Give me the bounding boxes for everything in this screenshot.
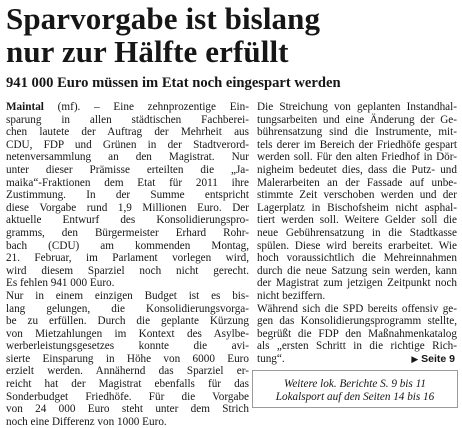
body-line: werberleistungsgesetzes konnte die avi- <box>6 340 249 353</box>
left-column <box>6 101 249 428</box>
body-line: bührensatzung sind die Instrumente, mit- <box>257 126 457 139</box>
body-line: unter dieser Prämisse erteilten die „Ja- <box>6 163 249 176</box>
body-line: sierte Einsparung in Höhe von 6000 Euro <box>6 352 249 365</box>
body-line: wird diesem Sparziel noch nicht gerecht. <box>6 264 249 277</box>
body-line: bach (CDU) am kommenden Montag, <box>6 239 249 252</box>
body-line: Die Streichung von geplanten Instandhal- <box>257 101 457 113</box>
body-line: tels derer im Bereich der Friedhöfe gespart <box>257 138 457 151</box>
body-line: Malerarbeiten an der Fassade auf unbe- <box>257 176 457 189</box>
body-line: hoch voraussichtlich die Mehreinnahmen <box>257 252 457 265</box>
article-subheadline: 941 000 Euro müssen im Etat noch eingespart werden <box>6 75 341 91</box>
info-box-line-1: Weitere lok. Berichte S. 9 bis 11 <box>284 378 426 390</box>
headline-line-1: Sparvorgabe ist bislang <box>6 1 321 36</box>
body-line: gramms, den Bürgermeister Erhard Rohr- <box>6 226 249 239</box>
body-line: Zustimmung. In der Summe entspricht <box>6 189 249 202</box>
body-line: spülen. Diese wird bereits erarbeitet. Wie <box>257 239 457 252</box>
body-line: begrüßt die FDP den Maßnahmenkatalog <box>257 327 457 340</box>
body-line: tiert werden soll. Weitere Gelder soll die <box>257 214 457 227</box>
body-line-last <box>257 353 457 366</box>
body-line: gen das Konsolidierungsprogramm stellte, <box>257 315 457 328</box>
headline-line-2: nur zur Hälfte erfüllt <box>6 34 289 69</box>
body-line: Lagerplatz in Bischofsheim nicht asphal- <box>257 201 457 214</box>
body-line: Sonderbudget Friedhöfe. Für die Vorgabe <box>6 390 249 403</box>
body-line: aktuelle Entwurf des Konsolidierungspro- <box>6 214 249 227</box>
body-line <box>6 101 249 114</box>
body-line: lang gelungen, die Konsolidierungsvorga- <box>6 302 249 315</box>
body-line: von Mietzahlungen im Kontext des Asylbe- <box>6 327 249 340</box>
body-line-text: tung“. <box>257 352 285 365</box>
info-box <box>252 370 458 408</box>
article-headline <box>6 2 446 68</box>
body-line: be zu erfüllen. Durch die geplante Kürzung <box>6 315 249 328</box>
body-line: Nur in einem einzigen Budget ist es bis- <box>6 289 249 302</box>
body-line: reicht hat der Magistrat ebenfalls für das <box>6 378 249 391</box>
body-line: nicht beziffern. <box>257 289 326 302</box>
body-line: CDU, FDP und Grünen in der Stadtverord- <box>6 138 249 151</box>
info-box-line-2: Lokalsport auf den Seiten 14 bis 16 <box>275 391 435 403</box>
body-line: durch die neue Satzung sein werden, kann <box>257 264 457 277</box>
arrow-right-icon: ▶ <box>411 354 419 365</box>
body-line: sparung in allen städtischen Fachberei- <box>6 113 249 126</box>
body-line: neue Gebührensatzung in die Stadtkasse <box>257 226 457 239</box>
body-line: Während sich die SPD bereits offensiv ge- <box>257 302 457 315</box>
continued-page-label: Seite 9 <box>421 352 455 365</box>
body-line: diese Vorgabe rund 1,9 Millionen Euro. Der <box>6 201 249 214</box>
body-line: 21. Februar, im Parlament vorlegen wird, <box>6 252 249 265</box>
body-line: der Magistrat zum jetzigen Zeitpunkt noch <box>257 277 457 290</box>
right-column <box>257 101 457 365</box>
body-line: netenversammlung an den Magistrat. Nur <box>6 151 249 164</box>
body-line: maika“-Fraktionen dem Etat für 2011 ihre <box>6 176 249 189</box>
body-line: chen lautete der Auftrag der Mehrheit aus <box>6 126 249 139</box>
body-line: noch eine Differenz von 1000 Euro. <box>6 415 167 428</box>
body-line: als „ersten Schritt in die richtige Rich- <box>257 340 457 353</box>
body-line: von 24 000 Euro steht unter dem Strich <box>6 403 249 416</box>
dateline: Maintal <box>6 101 44 113</box>
body-line: Es fehlen 941 000 Euro. <box>6 277 115 290</box>
body-line: stimmte Zeit verschoben werden und der <box>257 189 457 202</box>
body-line: nigheim bedeutet dies, dass die Putz- und <box>257 163 457 176</box>
body-line: werden soll. Für den alten Friedhof in Dör- <box>257 151 457 164</box>
body-line: tungsarbeiten und eine Änderung der Ge- <box>257 113 457 126</box>
body-line: erzielt werden. Annähernd das Sparziel er- <box>6 365 249 378</box>
continued-reference[interactable] <box>411 353 455 367</box>
body-line-text: (mf). – Eine zehnprozentige Ein- <box>43 101 249 113</box>
